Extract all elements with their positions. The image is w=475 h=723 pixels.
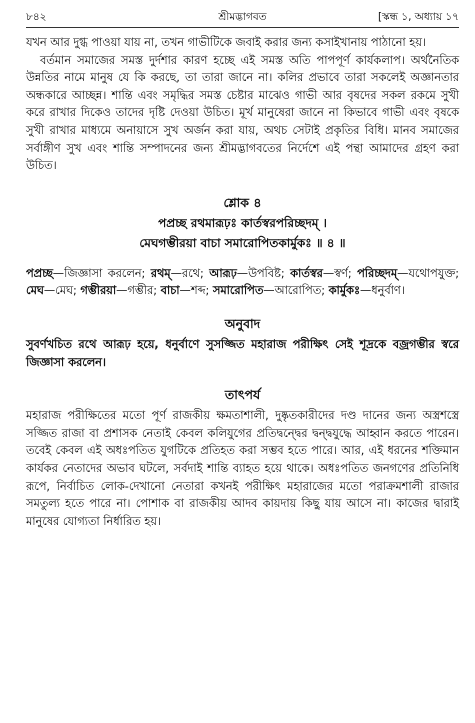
synonym-meaning: উপবিষ্ট	[248, 266, 281, 280]
book-title: শ্রীমদ্ভাগবত	[218, 11, 267, 23]
chapter-reference: [স্কন্ধ ১, অধ্যায় ১৭	[377, 11, 459, 23]
intro-paragraph-1: যখন আর দুগ্ধ পাওয়া যায় না, তখন গাভীটিকে জবাই করার জন্য কসাইখানায় পাঠানো হয়।	[26, 36, 426, 49]
synonym-meaning: ধনুর্বাণ	[371, 284, 401, 298]
translation-heading: অনুবাদ	[224, 315, 261, 331]
synonym-meaning: গম্ভীর	[127, 284, 154, 298]
verse-title: শ্লোক ৪	[223, 194, 262, 210]
page-header	[26, 0, 459, 34]
header-rule	[26, 27, 459, 28]
synonym-term: সমারোপিত	[212, 284, 264, 298]
page-number: ৮৪২	[26, 11, 47, 23]
synonym-term: পপ্রচ্ছ	[26, 266, 53, 280]
synonym-meaning: মেঘ	[55, 284, 73, 298]
synonym-term: কার্মুকঃ	[328, 284, 360, 298]
synonym-term: গম্ভীরয়া	[80, 284, 117, 298]
purport-heading: তাৎপর্য	[224, 387, 261, 403]
purport-text: মহারাজ পরীক্ষিতের মতো পূর্ণ রাজকীয় ক্ষমতাশালী, দুষ্কৃতকারীদের দণ্ড দানের জন্য অস্ত্রশস্ত্রে সজ্জিত রাজা বা প্রশাসক নেতাই কেবল কলিযুগের প্রতিদ্বন্দ্বের দ্বন্দ্বযুদ্ধে আহ্বান করতে পারেন। তবেই কেবল এই অধঃপতিত যুগটিকে প্রতিহত করা সম্ভব হতে পারে। আর, এই ধরনের শক্তিমান কার্যকর নেতাদের অভাব ঘটলে, সর্বদাই শান্তি ব্যাহত হয়ে থাকে। অধঃপতিত জনগণের প্রতিনিধি রূপে, নির্বাচিত লোক-দেখানো নেতারা কখনই পরীক্ষিৎ মহারাজের মতো পরাক্রমশালী রাজার সমতুল্য হতে পারে না। পোশাক বা রাজকীয় আদব কায়দায় কিছু যায় আসে না। কাজের দ্বারাই মানুষের যোগ্যতা নির্ধারিত হয়।	[26, 409, 459, 528]
synonym-term: মেঘ	[26, 284, 44, 298]
synonym-meaning: আরোপিত	[274, 284, 322, 298]
verse-line-1: পপ্রচ্ছ রথমারূঢ়ঃ কার্তস্বরপরিচ্ছদম্ ।	[158, 215, 327, 230]
synonym-term: রথম্	[150, 266, 171, 280]
synonym-meaning: স্বর্ণ	[334, 266, 348, 280]
synonym-term: কার্তস্বর	[290, 266, 323, 280]
synonym-meaning: জিজ্ঞাসা করলেন	[64, 266, 142, 280]
synonym-term: আরূঢ়	[209, 266, 237, 280]
synonym-meaning: শব্দ	[190, 284, 206, 298]
synonyms-paragraph: পপ্রচ্ছ—জিজ্ঞাসা করলেন; রথম্—রথে; আরূঢ়—উপবিষ্ট; কার্তস্বর—স্বর্ণ; পরিচ্ছদম্—যথোপযুক্ত; মেঘ—মেঘ; গম্ভীরয়া—গম্ভীর; বাচা—শব্দ; সমারোপিত—আরোপিত; কার্মুকঃ—ধনুর্বাণ।	[26, 266, 460, 298]
translation-text: সুবর্ণখচিত রথে আরূঢ় হয়ে, ধনুর্বাণে সুসজ্জিত মহারাজ পরীক্ষিৎ সেই শূদ্রকে বজ্রগম্ভীর স্বরে জিজ্ঞাসা করলেন।	[26, 337, 459, 369]
synonym-meaning: যথোপযুক্ত	[408, 266, 456, 280]
verse-line-2: মেঘগম্ভীরয়া বাচা সমারোপিতকার্মুকঃ ॥ ৪ ॥	[139, 235, 346, 250]
synonym-term: পরিচ্ছদম্	[357, 266, 398, 280]
synonym-term: বাচা	[160, 284, 180, 298]
intro-paragraph-2: বর্তমান সমাজের সমস্ত দুর্দশার কারণ হচ্ছে এই সমস্ত অতি পাপপূর্ণ কার্যকলাপ। অর্থনৈতিক উন্নতির নামে মানুষ যে কি করছে, তা তারা জানে না। কলির প্রভাবে তারা সকলেই অজ্ঞানতার অন্ধকারে আচ্ছন্ন। শান্তি এবং সমৃদ্ধির সমস্ত চেষ্টার মাঝেও গাভী আর বৃষদের সকল রকমে সুখী করে রাখার দিকেও তাদের দৃষ্টি দেওয়া উচিত। মূর্খ মানুষেরা জানে না কিভাবে গাভী এবং বৃষকে সুখী রাখার মাধ্যমে অনায়াসে সুখ অর্জন করা যায়, অথচ সেটাই প্রকৃতির বিধি। মানব সমাজের সর্বাঙ্গীণ সুখ এবং শান্তি সম্পাদনের জন্য শ্রীমদ্ভাগবতের নির্দেশে এই পন্থা আমাদের গ্রহণ করা উচিত।	[26, 53, 459, 173]
synonym-meaning: রথে	[181, 266, 200, 280]
